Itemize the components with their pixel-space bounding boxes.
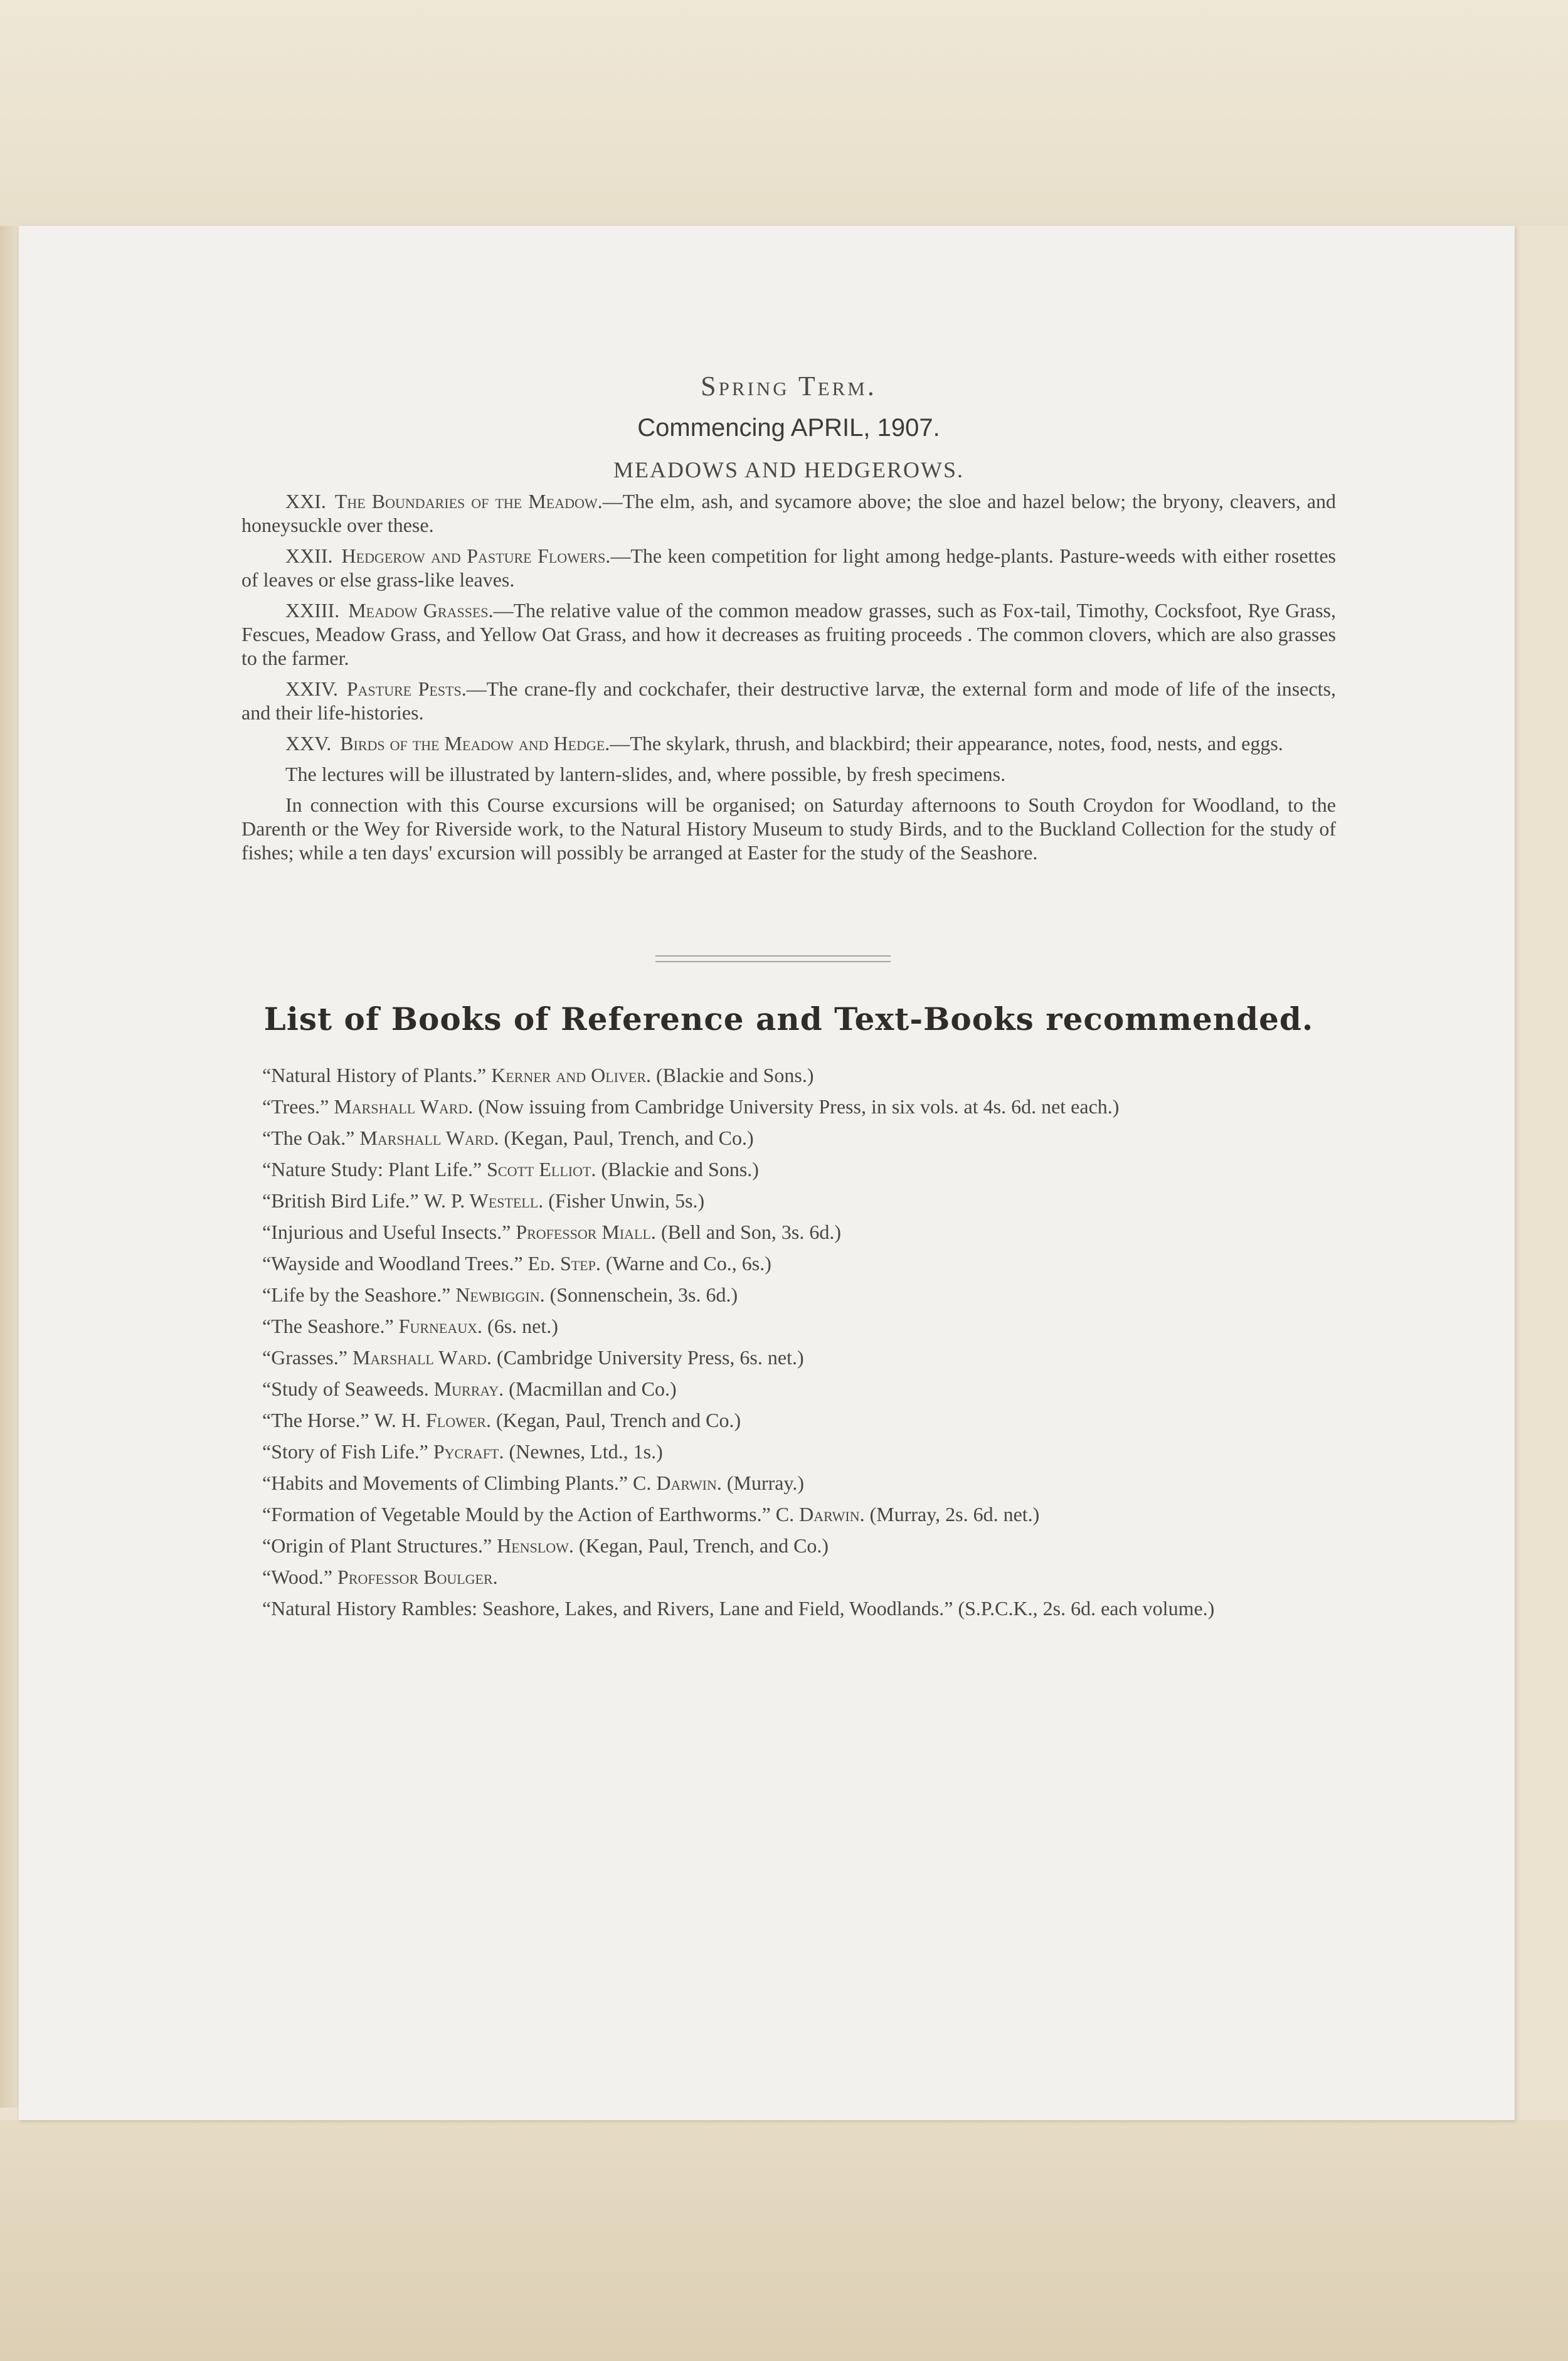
book-author: Professor Boulger. [337,1566,498,1588]
lecture-heading: Hedgerow and Pasture Flowers. [341,544,611,567]
book-author: Marshall Ward. [352,1346,492,1369]
mount-board-top [0,0,1568,226]
commencing-date: Commencing APRIL, 1907. [637,414,940,442]
lecture-text: —The elm, ash, and sycamore above; the sloe and hazel below; the bryony, cleavers, and honeysuckle over these. [241,490,1336,536]
book-publisher: (Newnes, Ltd., 1s.) [509,1440,663,1463]
book-author: C. Darwin. [775,1503,865,1525]
book-author: Ed. Step. [527,1252,601,1275]
book-title: “Habits and Movements of Climbing Plants.” [262,1472,628,1494]
book-author: W. P. Westell. [423,1189,544,1212]
book-author: Murray. [433,1377,504,1400]
book-author: Marshall Ward. [334,1095,474,1118]
book-title: “Story of Fish Life.” [262,1440,428,1463]
book-entry [241,1251,1336,1275]
book-title: “Wood.” [262,1566,333,1588]
book-title: “The Horse.” [262,1409,369,1431]
book-title: “Wayside and Woodland Trees.” [262,1252,523,1275]
lecture-text: —The keen competition for light among hedge-plants. Pasture-weeds with either rosettes of leaves or else grass-like leaves. [241,544,1336,591]
book-entry [241,1471,1336,1495]
lecture-list [241,489,1336,871]
book-title: “Formation of Vegetable Mould by the Action of Earthworms.” [262,1503,771,1525]
book-author: C. Darwin. [633,1472,722,1494]
lecture-number: XXIII. [285,599,340,622]
book-publisher: (Kegan, Paul, Trench and Co.) [495,1409,741,1431]
book-entry [241,1534,1336,1557]
term-title: Spring Term. [701,371,877,401]
book-entry [241,1377,1336,1401]
lecture-text: —The skylark, thrush, and blackbird; their appearance, notes, food, nests, and eggs. [610,732,1283,755]
book-publisher: (6s. net.) [487,1315,558,1337]
book-author: W. H. Flower. [374,1409,491,1431]
book-title: “Origin of Plant Structures.” [262,1534,492,1557]
lecture-item [241,677,1336,724]
book-publisher: (Sonnenschein, 3s. 6d.) [549,1283,738,1306]
book-entry [241,1283,1336,1307]
book-title: “Life by the Seashore.” [262,1283,451,1306]
book-publisher: (Warne and Co., 6s.) [605,1252,771,1275]
book-author: Henslow. [497,1534,574,1557]
lecture-text: —The crane-fly and cockchafer, their destructive larvæ, the external form and mode of life of the insects, and their life-histories. [241,677,1336,724]
book-publisher: (S.P.C.K., 2s. 6d. each volume.) [958,1597,1215,1620]
book-entry [241,1314,1336,1338]
lecture-heading: The Boundaries of the Meadow. [334,490,603,512]
lecture-text: —The relative value of the common meadow grasses, such as Fox-tail, Timothy, Cocksfoot, Rye Grass, Fescues, Meadow Grass, and Yellow Oat Grass, and how it decreases as fruiting proceeds . The common clovers, which are also grasses to the farmer. [241,599,1337,669]
book-publisher: (Fisher Unwin, 5s.) [548,1189,705,1212]
book-title: “Injurious and Useful Insects.” [262,1221,511,1243]
book-title: “Natural History Rambles: Seashore, Lakes, and Rivers, Lane and Field, Woodlands.” [262,1597,953,1620]
book-publisher: (Blackie and Sons.) [601,1158,759,1180]
book-entry [241,1440,1336,1463]
book-entry [241,1063,1336,1087]
book-title: “Study of Seaweeds. [262,1377,429,1400]
book-entry [241,1126,1336,1150]
book-author: Professor Miall. [516,1221,656,1243]
course-subject: MEADOWS AND HEDGEROWS. [613,457,964,482]
book-list [241,1063,1336,1628]
book-publisher: (Murray, 2s. 6d. net.) [869,1503,1040,1525]
book-author: Kerner and Oliver. [491,1064,652,1086]
book-title: “British Bird Life.” [262,1189,419,1212]
book-list-title: List of Books of Reference and Text-Books recommended. [263,1000,1314,1037]
book-publisher: (Now issuing from Cambridge University Press, in six vols. at 4s. 6d. net each.) [478,1095,1120,1118]
book-title: “The Seashore.” [262,1315,394,1337]
course-note: In connection with this Course excursions will be organised; on Saturday afternoons to South Croydon for Woodland, to the Darenth or the Wey for Riverside work, to the Natural History Museum to study Birds, and to the Buckland Collection for the study of fishes; while a ten days' excursion will possibly be arranged at Easter for the study of the Seashore. [241,793,1336,864]
book-entry [241,1502,1336,1526]
lecture-item [241,489,1336,537]
book-entry [241,1596,1336,1620]
lecture-item [241,598,1336,670]
book-entry [241,1408,1336,1432]
lecture-heading: Meadow Grasses. [348,599,494,622]
book-title: “Grasses.” [262,1346,347,1369]
book-entry [241,1220,1336,1244]
book-publisher: (Blackie and Sons.) [656,1064,814,1086]
book-publisher: (Cambridge University Press, 6s. net.) [496,1346,804,1369]
book-publisher: (Bell and Son, 3s. 6d.) [660,1221,842,1243]
lecture-number: XXV. [285,732,332,755]
lecture-number: XXI. [285,490,326,512]
section-divider [655,955,891,962]
book-publisher: (Kegan, Paul, Trench, and Co.) [504,1127,754,1149]
book-author: Pycraft. [433,1440,504,1463]
book-entry [241,1095,1336,1118]
lecture-number: XXII. [285,544,333,567]
course-note: The lectures will be illustrated by lantern-slides, and, where possible, by fresh specimens. [285,763,1006,785]
lecture-item [241,731,1336,755]
lecture-heading: Pasture Pests. [346,677,467,700]
book-publisher: (Kegan, Paul, Trench, and Co.) [578,1534,829,1557]
lecture-heading: Birds of the Meadow and Hedge. [340,732,610,755]
mount-board-bottom [0,2120,1568,2361]
lecture-number: XXIV. [285,677,338,700]
book-author: Marshall Ward. [359,1127,499,1149]
book-title: “The Oak.” [262,1127,355,1149]
book-publisher: (Murray.) [726,1472,805,1494]
book-title: “Natural History of Plants.” [262,1064,487,1086]
book-entry [241,1189,1336,1212]
book-entry [241,1565,1336,1589]
book-title: “Nature Study: Plant Life.” [262,1158,482,1180]
book-author: Scott Elliot. [487,1158,596,1180]
lecture-item [241,544,1336,592]
book-publisher: (Macmillan and Co.) [509,1377,677,1400]
book-title: “Trees.” [262,1095,329,1118]
book-entry [241,1157,1336,1181]
book-author: Furneaux. [398,1315,483,1337]
book-entry [241,1345,1336,1369]
printed-sheet [19,226,1515,2120]
book-author: Newbiggin. [455,1283,545,1306]
